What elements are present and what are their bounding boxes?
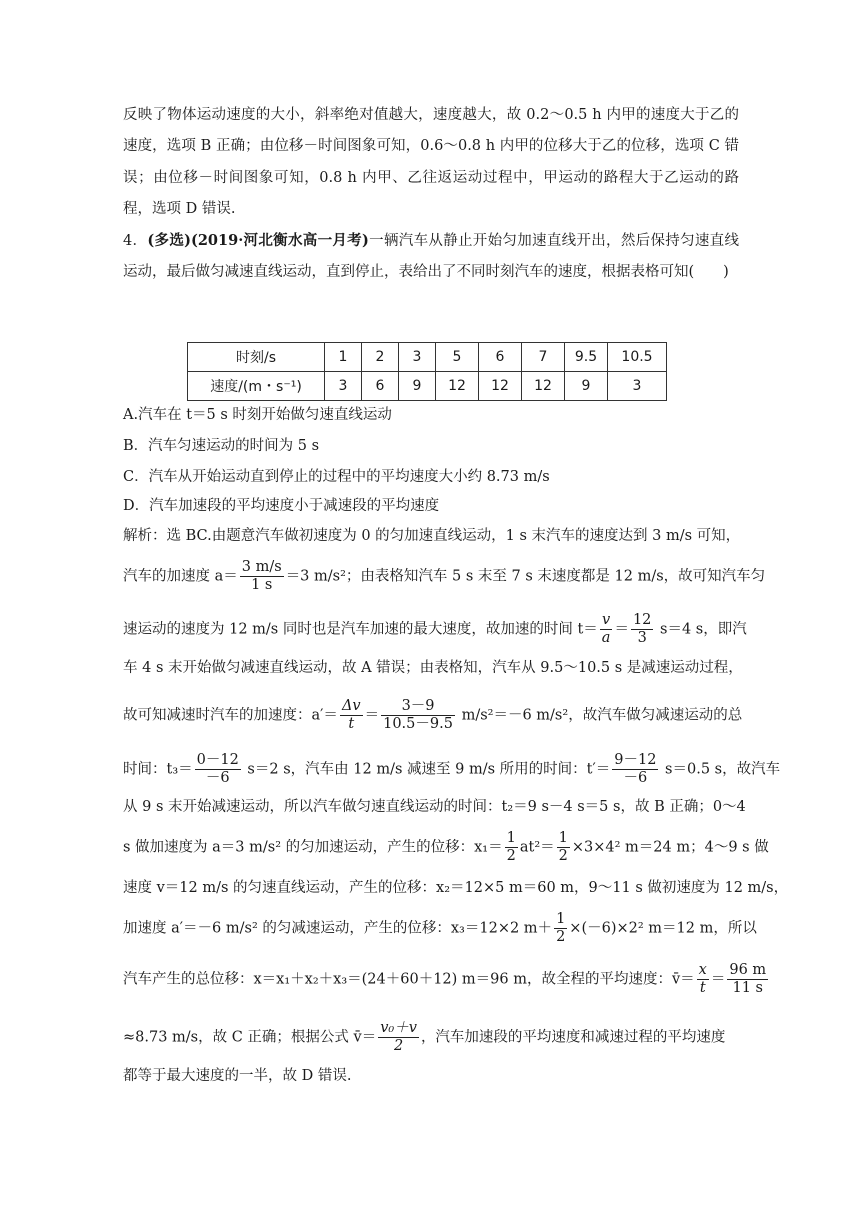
fraction: [697, 962, 709, 997]
solution-line: [123, 698, 743, 733]
table-cell: 10.5: [608, 343, 667, 372]
fraction-denominator: －6: [205, 770, 230, 786]
solution-line: [123, 1020, 739, 1055]
table-cell: 6: [479, 343, 522, 372]
fraction-denominator: a: [601, 630, 611, 646]
solution-line: 车 4 s 末开始做匀减速直线运动，故 A 错误；由表格知，汽车从 9.5～10.5 s 是减速运动过程，: [123, 660, 743, 676]
solution-line: [123, 830, 769, 865]
solution-line: [123, 559, 766, 594]
table-cell: 9.5: [565, 343, 608, 372]
fraction-denominator: 2: [393, 1038, 404, 1054]
solution-text: ＝: [710, 971, 726, 988]
fraction: [557, 830, 570, 865]
solution-line: 解析：选 BC.由题意汽车做初速度为 0 的匀加速直线运动，1 s 末汽车的速度达到 3 m/s 可知，: [123, 528, 741, 544]
fraction-numerator: Δv: [341, 698, 361, 714]
solution-text: 故可知减速时汽车的加速度：a′＝: [123, 707, 338, 724]
fraction: [240, 559, 284, 594]
solution-text: 汽车产生的总位移：x＝x₁＋x₂＋x₃＝(24＋60＋12) m＝96 m，故全程的平均速度：v̄＝: [123, 971, 695, 988]
table-cell: 12: [522, 372, 565, 401]
solution-text: 汽车的加速度 a＝: [123, 568, 238, 585]
option-a: A.汽车在 t＝5 s 时刻开始做匀速直线运动: [123, 407, 392, 423]
solution-text: ＝: [614, 621, 629, 638]
solution-text: ，汽车加速段的平均速度和减速过程的平均速度: [420, 1029, 726, 1046]
fraction: [554, 911, 567, 946]
table-cell: 3: [325, 372, 362, 401]
fraction-numerator: 1: [556, 911, 566, 927]
solution-line: 速度 v＝12 m/s 的匀速直线运动，产生的位移：x₂＝12×5 m＝60 m，9～11 s 做初速度为 12 m/s，: [123, 880, 789, 896]
table-cell: 6: [362, 372, 399, 401]
solution-text: ×(－6)×2² m＝12 m，所以: [569, 920, 757, 937]
table-cell: 12: [479, 372, 522, 401]
table-cell: 3: [399, 343, 436, 372]
option-b: B．汽车匀速运动的时间为 5 s: [123, 438, 320, 454]
fraction-denominator: t: [348, 716, 355, 732]
solution-text: at²＝: [519, 839, 555, 856]
table-cell: 2: [362, 343, 399, 372]
solution-text: s＝2 s，汽车由 12 m/s 减速至 9 m/s 所用的时间：t′＝: [242, 761, 611, 778]
fraction: [631, 612, 653, 647]
solution-text: 速运动的速度为 12 m/s 同时也是汽车加速的最大速度，故加速的时间 t＝: [123, 621, 598, 638]
solution-text: m/s²＝－6 m/s²，故汽车做匀减速运动的总: [456, 707, 743, 724]
question-tag: (多选)(2019·河北衡水高一月考): [147, 232, 369, 249]
fraction-denominator: t: [699, 980, 706, 996]
fraction: [340, 698, 363, 733]
paragraph-line: 误；由位移－时间图象可知，0.8 h 内甲、乙往返运动过程中，甲运动的路程大于乙运动的路: [123, 170, 739, 186]
option-c: C．汽车从开始运动直到停止的过程中的平均速度大小约 8.73 m/s: [123, 469, 550, 485]
question-text: 一辆汽车从静止开始匀加速直线开出，然后保持匀速直线: [368, 233, 739, 249]
fraction-numerator: 9－12: [614, 752, 657, 768]
fraction-numerator: v: [600, 612, 613, 630]
fraction-numerator: 1: [558, 830, 568, 846]
solution-line: [123, 752, 781, 787]
solution-line: [123, 612, 747, 647]
table-cell: 3: [608, 372, 667, 401]
fraction: [381, 698, 455, 733]
fraction-numerator: 1: [506, 830, 516, 846]
fraction-denominator: 11 s: [732, 980, 764, 996]
solution-line: [123, 911, 757, 946]
fraction-denominator: 3: [637, 630, 647, 646]
fraction-numerator: 3 m/s: [241, 559, 282, 575]
fraction-denominator: 1 s: [251, 577, 273, 593]
solution-text: s＝4 s，即汽: [655, 621, 747, 638]
fraction: [505, 830, 518, 865]
fraction: [378, 1020, 419, 1055]
paragraph-line: 反映了物体运动速度的大小，斜率绝对值越大，速度越大，故 0.2～0.5 h 内甲的速度大于乙的: [123, 107, 739, 123]
option-d: D．汽车加速段的平均速度小于减速段的平均速度: [123, 498, 440, 514]
fraction-numerator: 12: [632, 612, 652, 628]
table-cell: 5: [436, 343, 479, 372]
table-header-time: 时刻/s: [188, 343, 325, 372]
fraction: [195, 752, 241, 787]
fraction-denominator: 2: [506, 848, 516, 864]
fraction-numerator: 96 m: [729, 962, 767, 978]
question-line: 运动，最后做匀减速直线运动，直到停止，表给出了不同时刻汽车的速度，根据表格可知( ): [123, 264, 729, 280]
table-row: [188, 343, 667, 372]
fraction-denominator: 2: [556, 929, 566, 945]
fraction-numerator: 3－9: [381, 698, 455, 716]
fraction: [612, 752, 658, 787]
table-cell: 9: [399, 372, 436, 401]
fraction: [727, 962, 768, 997]
solution-line: [123, 962, 767, 997]
table-header-speed: 速度/(m・s⁻¹): [188, 372, 325, 401]
speed-table: [187, 342, 667, 401]
fraction-denominator: 2: [558, 848, 568, 864]
solution-line: 都等于最大速度的一半，故 D 错误.: [123, 1068, 352, 1084]
fraction-numerator: v₀＋v: [380, 1020, 417, 1036]
fraction: [600, 612, 613, 647]
table-cell: 1: [325, 343, 362, 372]
solution-text: 加速度 a′＝－6 m/s² 的匀减速运动，产生的位移：x₃＝12×2 m＋: [123, 920, 553, 937]
fraction-numerator: 0－12: [196, 752, 239, 768]
paragraph-line: 速度，选项 B 正确；由位移－时间图象可知，0.6～0.8 h 内甲的位移大于乙的位移，选项 C 错: [123, 138, 739, 154]
solution-text: s＝0.5 s，故汽车: [660, 761, 781, 778]
fraction-denominator: －6: [623, 770, 648, 786]
solution-text: ＝: [364, 707, 380, 724]
fraction-numerator: x: [698, 962, 707, 978]
question-number: 4．: [123, 233, 148, 249]
table-cell: 12: [436, 372, 479, 401]
paragraph-line: 程，选项 D 错误.: [123, 201, 236, 217]
solution-text: s 做加速度为 a＝3 m/s² 的匀加速运动，产生的位移：x₁＝: [123, 839, 503, 856]
table-cell: 7: [522, 343, 565, 372]
solution-text: ≈8.73 m/s，故 C 正确；根据公式 v̄＝: [123, 1029, 377, 1046]
solution-line: 从 9 s 末开始减速运动，所以汽车做匀速直线运动的时间：t₂＝9 s－4 s＝5 s，故 B 正确；0～4: [123, 799, 746, 815]
solution-text: ＝3 m/s²；由表格知汽车 5 s 末至 7 s 末速度都是 12 m/s，故可知汽车匀: [285, 568, 766, 585]
table-cell: 9: [565, 372, 608, 401]
question-line: [123, 231, 739, 251]
solution-text: 时间：t₃＝: [123, 761, 193, 778]
table-row: [188, 372, 667, 401]
fraction-denominator: 10.5－9.5: [383, 716, 453, 732]
solution-text: ×3×4² m＝24 m；4～9 s 做: [571, 839, 769, 856]
